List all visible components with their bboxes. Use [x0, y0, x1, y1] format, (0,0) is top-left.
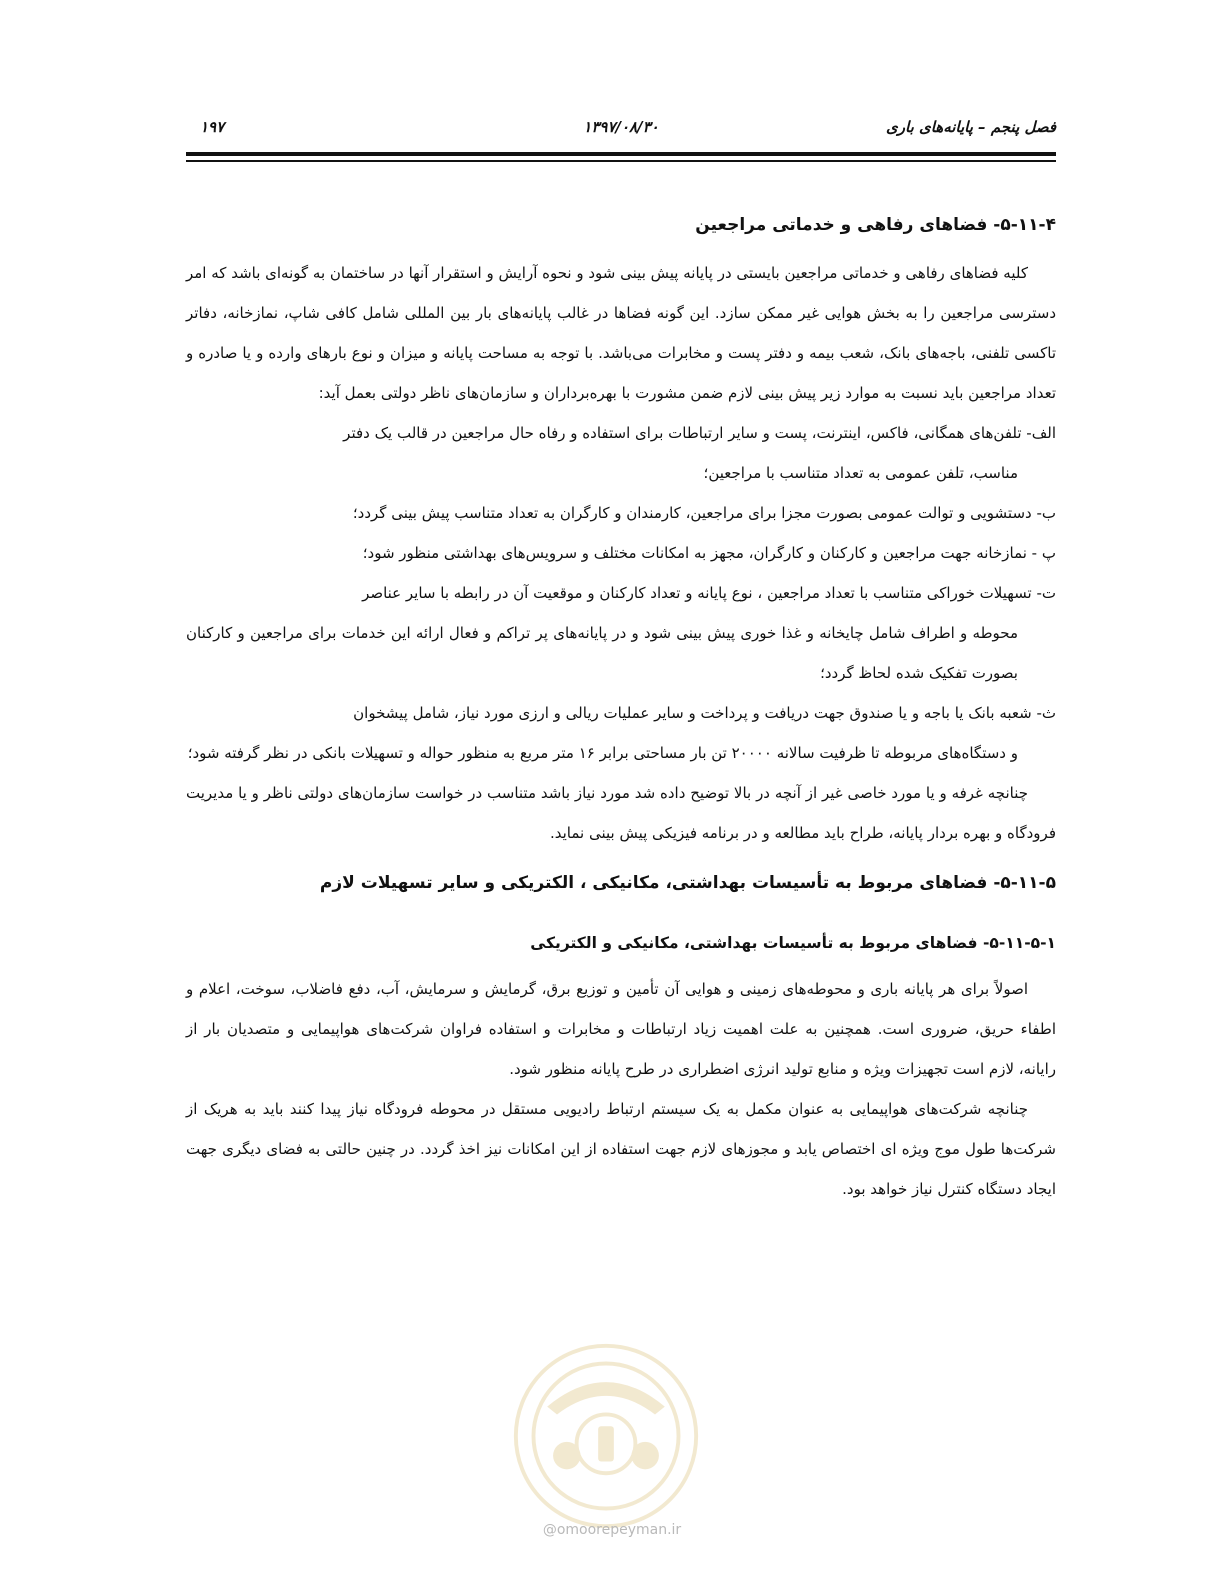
list-item-text: الف- تلفن‌های همگانی، فاکس، اینترنت، پست و سایر ارتباطات برای استفاده و رفاه حال مراجعین در قالب یک دفتر	[343, 424, 1056, 442]
section-heading-welfare: ۵-۱۱-۴- فضاهای رفاهی و خدماتی مراجعین	[695, 215, 1056, 235]
chapter-title: فصل پنجم – پایانه‌های باری	[886, 118, 1056, 136]
list-item-continuation: مناسب، تلفن عمومی به تعداد متناسب با مراجعین؛	[703, 464, 1018, 482]
section-closing-paragraph: چنانچه غرفه و یا مورد خاصی غیر از آنچه در بالا توضیح داده شد مورد نیاز باشد متناسب در خواست سازمان‌های دولتی ناظر و یا مدیریت فرودگاه و بهره بردار پایانه، طراح باید مطالعه و در برنامه فیزیکی پیش بینی نماید.	[186, 784, 1056, 842]
header-date: ۱۳۹۷/۰۸/۳۰	[583, 118, 659, 136]
header-rule-thin	[186, 160, 1056, 162]
list-item-te	[186, 573, 1056, 693]
page-body	[186, 205, 1056, 1209]
list-item-se	[186, 693, 1056, 773]
list-item-text: ت- تسهیلات خوراکی متناسب با تعداد مراجعین ، نوع پایانه و تعداد کارکنان و موقعیت آن در رابطه با سایر عناصر	[362, 584, 1056, 602]
page-number: ۱۹۷	[200, 118, 225, 136]
list-item-pe	[186, 533, 1056, 573]
list-item-alef	[186, 413, 1056, 493]
list-item-be	[186, 493, 1056, 533]
document-page	[186, 0, 1056, 1584]
radio-paragraph: چنانچه شرکت‌های هواپیمایی به عنوان مکمل به یک سیستم ارتباط رادیویی مستقل در محوطه فرودگاه نیاز پیدا کنند باید به هریک از شرکت‌ها طول موج ویژه ای اختصاص یابد و مجوزهای لازم جهت استفاده از این امکانات نیز اخذ گردد. در چنین حالتی به فضای دیگری جهت ایجاد دستگاه کنترل نیاز خواهد بود.	[186, 1100, 1056, 1198]
list-item-text: ب- دستشویی و توالت عمومی بصورت مجزا برای مراجعین، کارمندان و کارگران به تعداد متناسب پیش بینی گردد؛	[352, 504, 1056, 522]
watermark-url: @omoorepeyman.ir	[542, 1522, 682, 1538]
header-rule-thick	[186, 152, 1056, 156]
list-item-continuation: و دستگاه‌های مربوطه تا ظرفیت سالانه ۲۰۰۰۰ تن بار مساحتی برابر ۱۶ متر مربع به منظور حواله و تسهیلات بانکی در نظر گرفته شود؛	[187, 744, 1018, 762]
page-header	[186, 118, 1056, 148]
section-heading-facilities: ۵-۱۱-۵- فضاهای مربوط به تأسیسات بهداشتی، مکانیکی ، الکتریکی و سایر تسهیلات لازم	[319, 873, 1056, 893]
installations-paragraph: اصولاً برای هر پایانه باری و محوطه‌های زمینی و هوایی آن تأمین و توزیع برق، گرمایش و سرمایش، آب، دفع فاضلاب، سوخت، اعلام و اطفاء حریق، ضروری است. همچنین به علت اهمیت زیاد ارتباطات و مخابرات و استفاده فراوان شرکت‌های هواپیمایی و متصدیان بار از رایانه، لازم است تجهیزات ویژه و منابع تولید انرژی اضطراری در طرح پایانه منظور شود.	[186, 980, 1056, 1078]
subsection-heading-installations: ۵-۱۱-۵-۱- فضاهای مربوط به تأسیسات بهداشتی، مکانیکی و الکتریکی	[530, 934, 1056, 952]
list-item-text: پ - نمازخانه جهت مراجعین و کارکنان و کارگران، مجهز به امکانات مختلف و سرویس‌های بهداشتی منظور شود؛	[362, 544, 1056, 562]
list-item-continuation: محوطه و اطراف شامل چایخانه و غذا خوری پیش بینی شود و در پایانه‌های پر تراکم و فعال ارائه این خدمات برای مراجعین و کارکنان بصورت تفکیک شده لحاظ گردد؛	[186, 624, 1018, 682]
list-item-text: ث- شعبه بانک یا باجه و یا صندوق جهت دریافت و پرداخت و سایر عملیات ریالی و ارزی مورد نیاز، شامل پیشخوان	[353, 704, 1056, 722]
section-intro-paragraph: کلیه فضاهای رفاهی و خدماتی مراجعین بایستی در پایانه پیش بینی شود و نحوه آرایش و استقرار آنها در ساختمان به گونه‌ای باشد که امر دسترسی مراجعین را به بخش هوایی غیر ممکن سازد. این گونه فضاها در غالب پایانه‌های بار بین المللی شامل کافی شاپ، نمازخانه، دفاتر تاکسی تلفنی، باجه‌های بانک، شعب بیمه و دفتر پست و مخابرات می‌باشد. با توجه به مساحت پایانه و میزان و نوع بارهای وارده و یا صادره و تعداد مراجعین باید نسبت به موارد زیر پیش بینی لازم ضمن مشورت با بهره‌برداران و سازمان‌های ناظر دولتی بعمل آید:	[186, 264, 1056, 402]
